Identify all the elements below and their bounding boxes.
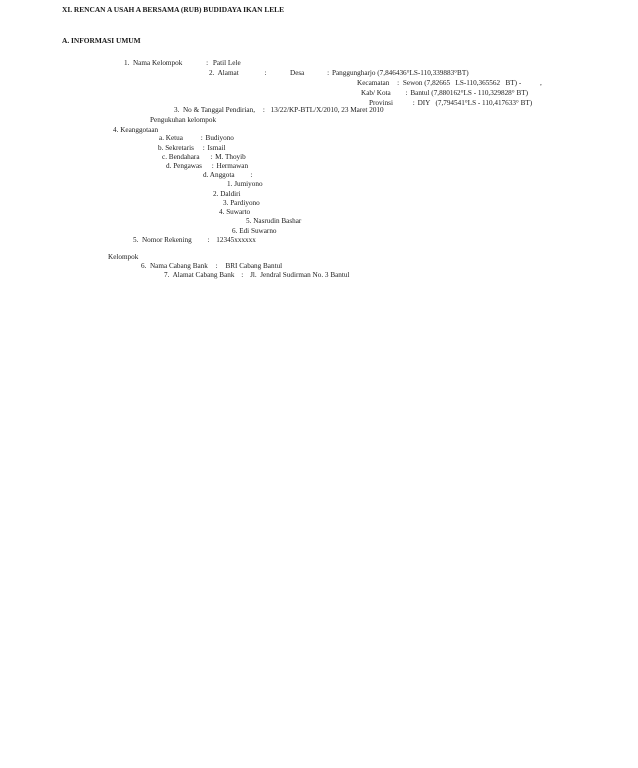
field-nama-cabang-bank [141, 262, 282, 271]
field-label: d. Pengawas [166, 162, 202, 170]
section-title: A. INFORMASI UMUM [62, 36, 141, 45]
pengukuhan-kelompok: Pengukuhan kelompok [150, 116, 217, 124]
field-separator: : [210, 153, 213, 161]
field-label: Kab/ Kota [361, 89, 391, 97]
field-value: BRI Cabang Bantul [225, 262, 283, 270]
anggota-item-3: 3. Pardiyono [223, 199, 260, 207]
field-separator: : [215, 262, 218, 270]
anggota-item-5: 5. Nasrudin Bashar [246, 217, 302, 225]
field-value: M. Thoyib [215, 153, 246, 161]
field-separator: : [262, 106, 265, 114]
trailing-comma: , [540, 79, 542, 87]
field-separator: : [327, 69, 330, 77]
anggota-item-2: 2. Daldiri [213, 190, 241, 198]
field-separator: : [250, 171, 253, 179]
field-separator: : [264, 69, 267, 77]
field-separator: : [202, 144, 205, 152]
field-provinsi [369, 99, 532, 108]
field-label: 1. Nama Kelompok [124, 59, 183, 67]
field-value: 12345xxxxxx [216, 236, 256, 244]
anggota-item-1: 1. Jumiyono [227, 180, 263, 188]
field-kab-kota [361, 89, 528, 98]
field-label: Kecamatan [357, 79, 390, 87]
anggota-item-4: 4. Suwarto [219, 208, 251, 216]
field-value: Panggungharjo (7,846436°LS-110,339883°BT) [331, 69, 469, 77]
field-value: Patil Lele [212, 59, 241, 67]
section-keanggotaan: 4. Keanggotaan [113, 126, 159, 134]
field-alamat [209, 69, 267, 78]
field-label: Provinsi [369, 99, 393, 107]
field-separator: : [200, 134, 203, 142]
field-separator: : [412, 99, 415, 107]
field-separator: : [206, 59, 209, 67]
field-label: a. Ketua [159, 134, 183, 142]
field-value: Ismail [207, 144, 226, 152]
field-anggota [203, 171, 252, 180]
document-heading: XI. RENCAN A USAH A BERSAMA (RUB) BUDIDAYA IKAN LELE [62, 5, 285, 14]
field-label: 6. Nama Cabang Bank [141, 262, 208, 270]
field-sekretaris [158, 144, 226, 153]
field-label: 2. Alamat [209, 69, 239, 77]
field-value: Jl. Jendral Sudirman No. 3 Bantul [250, 271, 350, 279]
field-separator: : [405, 89, 408, 97]
kelompok-label: Kelompok [108, 253, 139, 261]
field-label: 5. Nomor Rekening [133, 236, 192, 244]
field-nomor-rekening [133, 236, 256, 245]
field-label: 7. Alamat Cabang Bank [164, 271, 235, 279]
field-value: Budiyono [205, 134, 234, 142]
field-separator: : [207, 236, 210, 244]
field-label: d. Anggota [203, 171, 235, 179]
field-label: Desa [290, 69, 305, 77]
field-label: 3. No & Tanggal Pendirian, [174, 106, 256, 114]
field-ketua [159, 134, 234, 143]
field-value: DIY (7,794541°LS - 110,417633° BT) [417, 99, 533, 107]
field-nama-kelompok [124, 59, 241, 68]
field-kecamatan [357, 79, 521, 88]
field-separator: : [241, 271, 244, 279]
field-separator: : [397, 79, 400, 87]
field-value: Sewon (7,82665 LS-110,365562 BT) - [402, 79, 522, 87]
field-value: Bantul (7,880162°LS - 110,329828° BT) [410, 89, 529, 97]
field-value: 13/22/KP-BTL/X/2010, 23 Maret 2010 [270, 106, 384, 114]
anggota-item-6: 6. Edi Suwarno [232, 227, 277, 235]
field-tanggal-pendirian [174, 106, 384, 115]
field-value: Hermawan [216, 162, 249, 170]
field-desa [290, 69, 469, 78]
field-label: c. Bendahara [162, 153, 200, 161]
field-bendahara [162, 153, 246, 162]
field-alamat-cabang-bank [164, 271, 349, 280]
field-separator: : [211, 162, 214, 170]
field-pengawas [166, 162, 248, 171]
field-label: b. Sekretaris [158, 144, 194, 152]
